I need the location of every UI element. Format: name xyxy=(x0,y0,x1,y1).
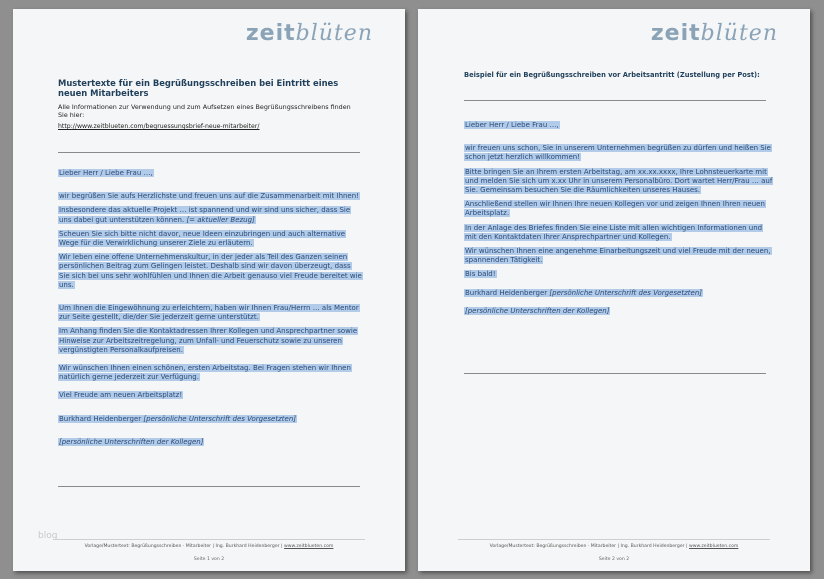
page-number: Seite 2 von 2 xyxy=(598,557,630,562)
top-divider xyxy=(58,152,360,153)
intro-text: Alle Informationen zur Verwendung und zum Aufsetzen eines Begrüßungsschreibens finden Sie hier: xyxy=(58,103,351,119)
paragraph: Bitte bringen Sie an Ihrem ersten Arbeitstag, am xx.xx.xxxx, Ihre Lohnsteuerkarte mit und melden Sie sich um x.xx Uhr in unserem Personalbüro. Dort wartet Herr/Frau … auf Sie. Gemeinsam besuchen Sie die Räumlichkeiten unseres Hauses. xyxy=(465,167,773,195)
page-number: Seite 1 von 2 xyxy=(193,557,225,562)
zeitblueten-logo: zeitblüten xyxy=(650,21,778,46)
page-footer: Vorlage/Mustertext: Begrüßungsschreiben · Mitarbeiter | Ing. Burkhard Heidenberger | www.zeitblueten.com xyxy=(84,544,334,549)
paragraph: Insbesondere das aktuelle Projekt … ist spannend und wir sind uns sicher, dass Sie uns dabei gut unterstützen können. xyxy=(59,206,351,224)
footer-link[interactable]: www.zeitblueten.com xyxy=(689,544,739,549)
closing: Bis bald! xyxy=(465,270,496,279)
signature-name: Burkhard Heidenberger xyxy=(59,414,142,423)
page-footer: Vorlage/Mustertext: Begrüßungsschreiben · Mitarbeiter | Ing. Burkhard Heidenberger | www.zeitblueten.com xyxy=(489,544,739,549)
letter-body xyxy=(464,121,774,321)
salutation: Lieber Herr / Liebe Frau …, xyxy=(59,169,153,177)
bottom-divider xyxy=(464,373,766,374)
top-divider xyxy=(464,100,766,101)
signature-name: Burkhard Heidenberger xyxy=(465,288,548,297)
document-page-2 xyxy=(418,9,810,571)
footer-divider xyxy=(458,539,770,540)
placeholder-note: [= aktueller Bezug] xyxy=(186,215,255,224)
paragraph: wir freuen uns schon, Sie in unserem Unternehmen begrüßen zu dürfen und heißen Sie schon jetzt herzlich willkommen! xyxy=(465,144,771,162)
colleagues-signature: [persönliche Unterschriften der Kollegen] xyxy=(465,306,610,315)
letter-body xyxy=(58,169,363,452)
salutation: Lieber Herr / Liebe Frau …, xyxy=(465,121,559,129)
page-title: Beispiel für ein Begrüßungsschreiben vor Arbeitsantritt (Zustellung per Post): xyxy=(464,71,760,79)
signature-note: [persönliche Unterschrift des Vorgesetzten] xyxy=(143,414,297,423)
paragraph: Wir wünschen Ihnen eine angenehme Einarbeitungszeit und viel Freude mit der neuen, spannenden Tätigkeit. xyxy=(465,247,771,265)
paragraph: In der Anlage des Briefes finden Sie eine Liste mit allen wichtigen Informationen und mit den Kontaktdaten Ihrer Ansprechpartner und Kollegen. xyxy=(465,223,763,241)
paragraph: Scheuen Sie sich bitte nicht davor, neue Ideen einzubringen und auch alternative Wege für die Verwirklichung unserer Ziele zu erläutern. xyxy=(59,229,346,248)
signature-note: [persönliche Unterschrift des Vorgesetzten] xyxy=(549,288,703,297)
paragraph: Anschließend stellen wir Ihnen Ihre neuen Kollegen vor und zeigen Ihnen Ihren neuen Arbeitsplatz. xyxy=(465,200,765,218)
footer-divider xyxy=(53,539,365,540)
paragraph: Um Ihnen die Eingewöhnung zu erleichtern, haben wir Ihnen Frau/Herrn … als Mentor zur Seite gestellt, die/der Sie jederzeit gerne unterstützt. xyxy=(59,304,359,322)
paragraph: wir begrüßen Sie aufs Herzlichste und freuen uns auf die Zusammenarbeit mit Ihnen! xyxy=(59,192,359,201)
blog-watermark: blog xyxy=(38,531,58,541)
document-page-1 xyxy=(13,9,405,571)
footer-link[interactable]: www.zeitblueten.com xyxy=(284,544,334,549)
info-link[interactable]: http://www.zeitblueten.com/begruessungsbrief-neue-mitarbeiter/ xyxy=(58,123,260,130)
paragraph: Wir leben eine offene Unternehmenskultur, in der jeder als Teil des Ganzen seinen persönlichen Beitrag zum Gelingen leistet. Deshalb sind wir davon überzeugt, dass Sie sich bei uns sehr wohlfühlen und Ihnen die Arbeit genauso viel Freude bereitet wie uns. xyxy=(59,253,362,289)
closing: Viel Freude am neuen Arbeitsplatz! xyxy=(59,391,183,400)
zeitblueten-logo: zeitblüten xyxy=(245,21,373,46)
page-title: Mustertexte für ein Begrüßungsschreiben bei Eintritt eines neuen Mitarbeiters xyxy=(58,78,339,98)
bottom-divider xyxy=(58,486,360,487)
paragraph: Wir wünschen Ihnen einen schönen, ersten Arbeitstag. Bei Fragen stehen wir Ihnen natürlich gerne jederzeit zur Verfügung. xyxy=(59,364,351,382)
paragraph: Im Anhang finden Sie die Kontaktadressen Ihrer Kollegen und Ansprechpartner sowie Hinweise zur Arbeitszeitregelung, zum Unfall- und Feuerschutz sowie zu unseren vergünstigten Personalkaufpreisen. xyxy=(59,327,358,354)
colleagues-signature: [persönliche Unterschriften der Kollegen] xyxy=(59,437,204,446)
